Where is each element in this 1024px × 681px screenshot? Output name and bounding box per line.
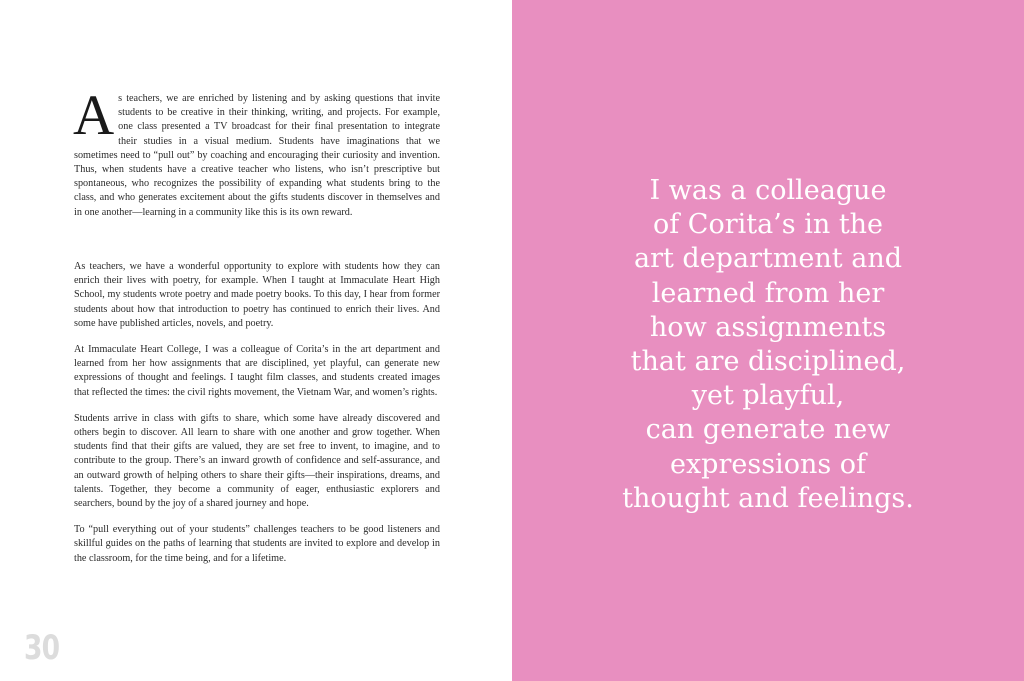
quote-line-8: can generate new [645,414,891,446]
paragraph-4: Students arrive in class with gifts to share, which some have already discovered and others begin to discover. All learn to share with one another and grow together. When students find that their gifts are valued, they are set free to invent, to imagine, and to contribute to the group. There’s an inward growth of confidence and self-assurance, and an outward growth of helping others to share their gifts—their inspirations, dreams, and talents. Together, they become a community of eager, enthusiastic explorers and searchers, bound by the joy of a shared journey and hope. [74,412,440,510]
quote-line-9: expressions of [669,448,867,480]
quote-line-5: how assignments [649,311,887,343]
right-page [512,0,1024,681]
paragraph-2: As teachers, we have a wonderful opportunity to explore with students how they can enrich their lives with poetry, for example. When I taught at Immaculate Heart High School, my students wrote poetry and made poetry books. To this day, I hear from former students about how that introduction to poetry has continued to enrich their lives. And some have published articles, novels, and poetry. [74,261,440,329]
paragraph-1 [73,84,440,248]
quote-line-6: that are disciplined, [630,346,906,378]
paragraph-1-text: s teachers, we are enriched by listening and by asking questions that invite students to be creative in their thinking, writing, and projects. For example, one class presented a TV broadcast for their final presentation to integrate their studies in a visual medium. Students have imaginations that we sometimes need to “pull out” by coaching and encouraging their curiosity and invention. Thus, when students have a creative teacher who listens, who isn’t prescriptive but spontaneous, who recognizes the possibility of expanding what students bring to the class, and who generates excitement about the gifts students discover in themselves and in one another—learning in a community like this is its own reward. [74,93,440,218]
quote-line-7: yet playful, [691,380,845,412]
quote-line-4: learned from her [651,277,885,309]
paragraph-5: To “pull everything out of your students” challenges teachers to be good listeners and skillful guides on the paths of learning that students are invited to explore and develop in the classroom, for the time being, and for a lifetime. [74,524,440,564]
pull-quote [512,174,1024,516]
drop-cap: A [73,84,115,147]
page-number: 30 [24,628,60,668]
quote-line-3: art department and [633,243,902,275]
quote-line-10: thought and feelings. [622,482,914,514]
paragraph-3: At Immaculate Heart College, I was a colleague of Corita’s in the art department and learned from her how assignments that are disciplined, yet playful, can generate new expressions of thought and feelings. I taught film classes, and students created images that reflected the times: the civil rights movement, the Vietnam War, and women’s rights. [74,344,440,398]
quote-line-2: of Corita’s in the [652,209,884,241]
quote-line-1: I was a colleague [649,175,887,206]
body-text-column [73,84,440,578]
